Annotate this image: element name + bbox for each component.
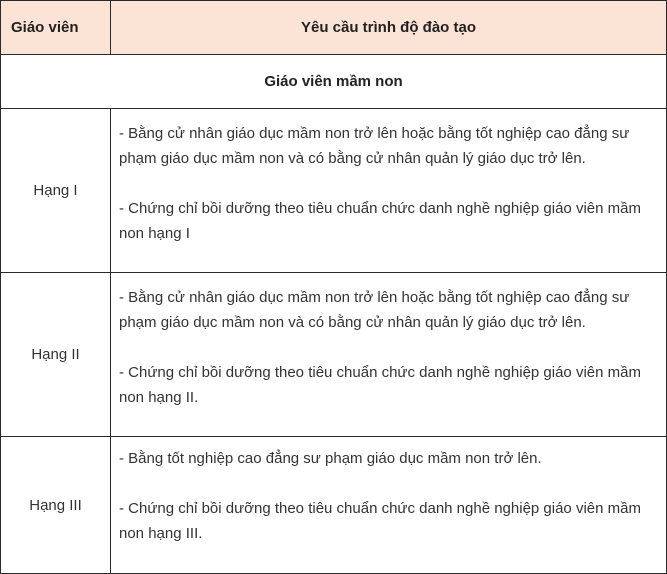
requirements-cell [111, 109, 667, 273]
requirement-text: - Chứng chỉ bồi dưỡng theo tiêu chuẩn chức danh nghề nghiệp giáo viên mầm non hạng II. [119, 364, 641, 406]
section-row [1, 55, 667, 109]
rank-label: Hạng II [1, 273, 111, 437]
header-requirements: Yêu cầu trình độ đào tạo [111, 1, 667, 55]
rank-label: Hạng III [1, 437, 111, 574]
requirement-text: - Chứng chỉ bồi dưỡng theo tiêu chuẩn chức danh nghề nghiệp giáo viên mầm non hạng I [119, 200, 641, 242]
table-row [1, 437, 667, 574]
section-title: Giáo viên mầm non [1, 55, 667, 109]
table-row [1, 109, 667, 273]
header-teacher: Giáo viên [1, 1, 111, 55]
rank-label: Hạng I [1, 109, 111, 273]
requirement-text: - Bằng tốt nghiệp cao đẳng sư phạm giáo dục mầm non trở lên. [119, 450, 542, 467]
table-row [1, 273, 667, 437]
table-header-row [1, 1, 667, 55]
requirement-text: - Bằng cử nhân giáo dục mầm non trở lên hoặc bằng tốt nghiệp cao đẳng sư phạm giáo dục mầm non và có bằng cử nhân quản lý giáo dục trở lên. [119, 125, 630, 167]
requirements-cell [111, 437, 667, 574]
requirement-text: - Chứng chỉ bồi dưỡng theo tiêu chuẩn chức danh nghề nghiệp giáo viên mầm non hạng III. [119, 500, 641, 542]
requirements-cell [111, 273, 667, 437]
requirement-text: - Bằng cử nhân giáo dục mầm non trở lên hoặc bằng tốt nghiệp cao đẳng sư phạm giáo dục mầm non và có bằng cử nhân quản lý giáo dục trở lên. [119, 289, 630, 331]
